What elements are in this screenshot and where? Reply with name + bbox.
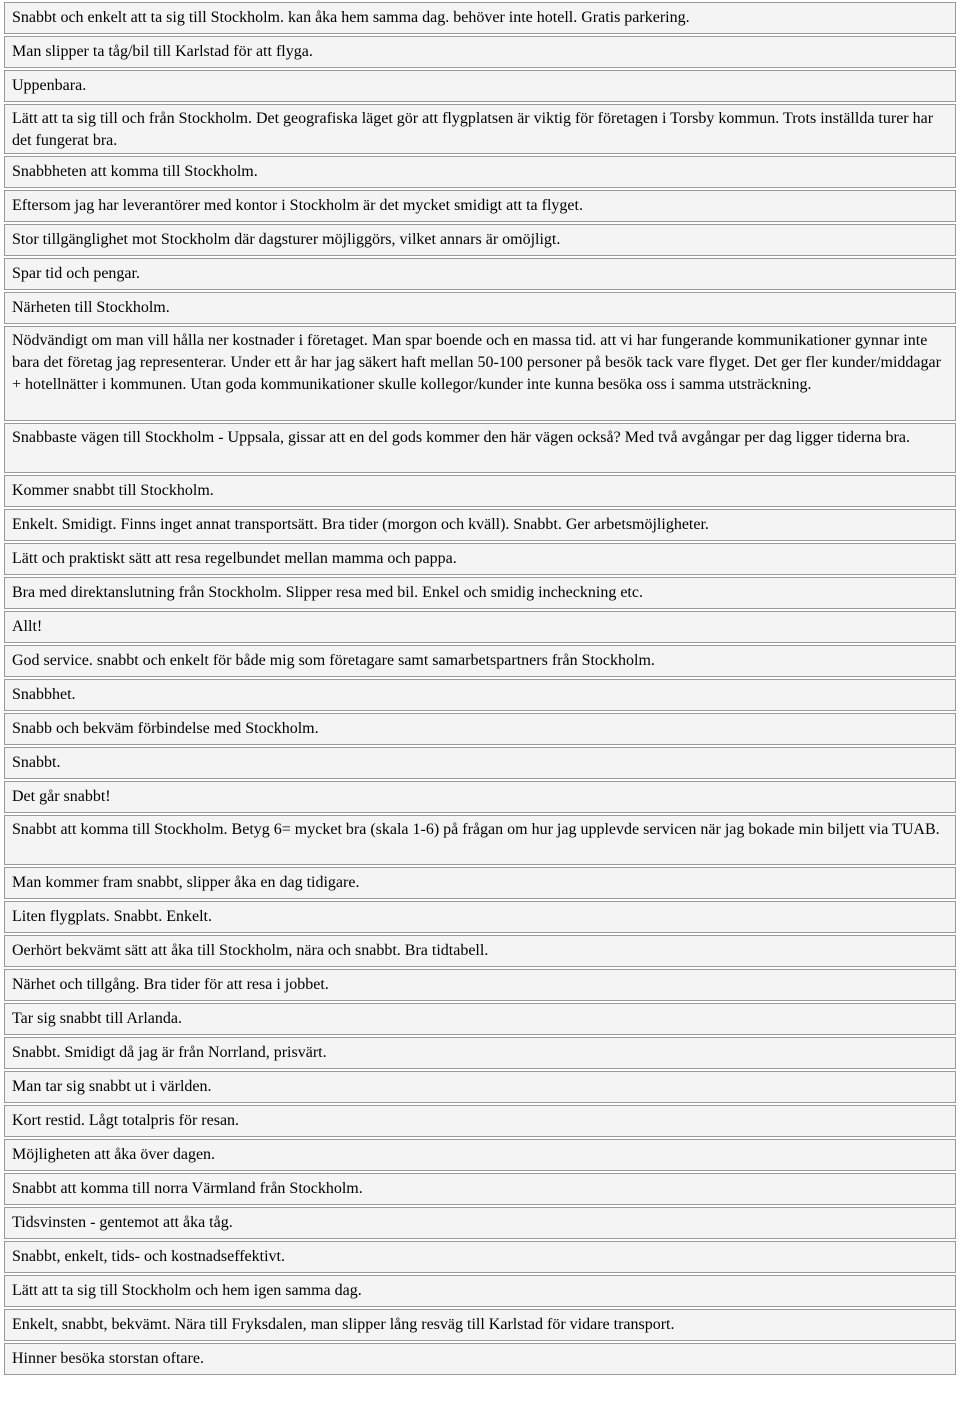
response-row: Kort restid. Lågt totalpris för resan. bbox=[4, 1105, 956, 1137]
response-row: Snabbt. Smidigt då jag är från Norrland, prisvärt. bbox=[4, 1037, 956, 1069]
response-row: Oerhört bekvämt sätt att åka till Stockholm, nära och snabbt. Bra tidtabell. bbox=[4, 935, 956, 967]
response-row: Enkelt, snabbt, bekvämt. Nära till Fryksdalen, man slipper lång resväg till Karlstad för vidare transport. bbox=[4, 1309, 956, 1341]
response-row: Snabbt och enkelt att ta sig till Stockholm. kan åka hem samma dag. behöver inte hotell. Gratis parkering. bbox=[4, 2, 956, 34]
response-row: Snabbhet. bbox=[4, 679, 956, 711]
response-row: Man kommer fram snabbt, slipper åka en dag tidigare. bbox=[4, 867, 956, 899]
response-row: Uppenbara. bbox=[4, 70, 956, 102]
response-row: Tidsvinsten - gentemot att åka tåg. bbox=[4, 1207, 956, 1239]
response-row: Stor tillgänglighet mot Stockholm där dagsturer möjliggörs, vilket annars är omöjligt. bbox=[4, 224, 956, 256]
response-row: Lätt att ta sig till Stockholm och hem igen samma dag. bbox=[4, 1275, 956, 1307]
response-row: Spar tid och pengar. bbox=[4, 258, 956, 290]
response-row: Bra med direktanslutning från Stockholm. Slipper resa med bil. Enkel och smidig incheckning etc. bbox=[4, 577, 956, 609]
response-row: Snabbt att komma till norra Värmland från Stockholm. bbox=[4, 1173, 956, 1205]
response-row: Liten flygplats. Snabbt. Enkelt. bbox=[4, 901, 956, 933]
response-row: God service. snabbt och enkelt för både mig som företagare samt samarbetspartners från Stockholm. bbox=[4, 645, 956, 677]
response-list bbox=[4, 2, 956, 1377]
response-row: Snabbt. bbox=[4, 747, 956, 779]
response-row: Snabb och bekväm förbindelse med Stockholm. bbox=[4, 713, 956, 745]
response-row: Snabbt, enkelt, tids- och kostnadseffektivt. bbox=[4, 1241, 956, 1273]
response-row: Man slipper ta tåg/bil till Karlstad för att flyga. bbox=[4, 36, 956, 68]
response-row: Det går snabbt! bbox=[4, 781, 956, 813]
response-row: Man tar sig snabbt ut i världen. bbox=[4, 1071, 956, 1103]
response-row: Snabbt att komma till Stockholm. Betyg 6= mycket bra (skala 1-6) på frågan om hur jag upplevde servicen när jag bokade min biljett via TUAB. bbox=[4, 815, 956, 865]
response-row: Allt! bbox=[4, 611, 956, 643]
response-row: Närheten till Stockholm. bbox=[4, 292, 956, 324]
response-row: Nödvändigt om man vill hålla ner kostnader i företaget. Man spar boende och en massa tid. att vi har fungerande kommunikationer gynnar inte bara det företag jag representerar. Under ett år har jag säkert haft mellan 50-100 personer på besök tack vare flyget. Det ger fler kunder/middagar + hotellnätter i kommunen. Utan goda kommunikationer skulle kollegor/kunder inte kunna besöka oss i samma utsträckning. bbox=[4, 326, 956, 421]
response-row: Snabbheten att komma till Stockholm. bbox=[4, 156, 956, 188]
response-row: Närhet och tillgång. Bra tider för att resa i jobbet. bbox=[4, 969, 956, 1001]
response-row: Lätt att ta sig till och från Stockholm. Det geografiska läget gör att flygplatsen är viktig för företagen i Torsby kommun. Trots inställda turer har det fungerat bra. bbox=[4, 104, 956, 154]
response-row: Enkelt. Smidigt. Finns inget annat transportsätt. Bra tider (morgon och kväll). Snabbt. Ger arbetsmöjligheter. bbox=[4, 509, 956, 541]
response-row: Lätt och praktiskt sätt att resa regelbundet mellan mamma och pappa. bbox=[4, 543, 956, 575]
response-row: Möjligheten att åka över dagen. bbox=[4, 1139, 956, 1171]
response-row: Eftersom jag har leverantörer med kontor i Stockholm är det mycket smidigt att ta flyget. bbox=[4, 190, 956, 222]
response-row: Snabbaste vägen till Stockholm - Uppsala, gissar att en del gods kommer den här vägen också? Med två avgångar per dag ligger tiderna bra. bbox=[4, 423, 956, 473]
response-row: Hinner besöka storstan oftare. bbox=[4, 1343, 956, 1375]
response-row: Kommer snabbt till Stockholm. bbox=[4, 475, 956, 507]
response-row: Tar sig snabbt till Arlanda. bbox=[4, 1003, 956, 1035]
